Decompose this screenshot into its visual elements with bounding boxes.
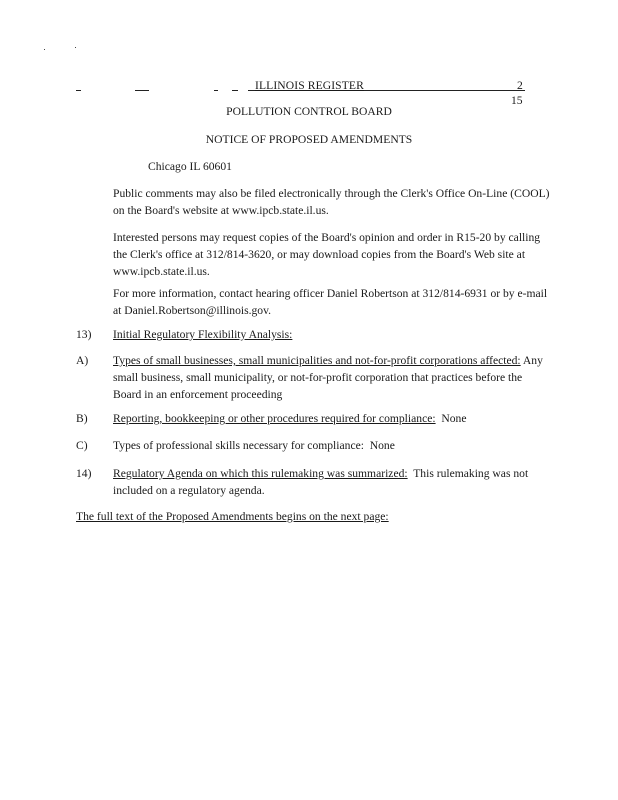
item-text: None bbox=[369, 439, 395, 452]
item-number: 13) bbox=[76, 328, 92, 341]
item-number: B) bbox=[76, 412, 88, 425]
item-body bbox=[113, 352, 553, 403]
item-text: This rulemaking was not included on a regulatory agenda. bbox=[113, 467, 529, 497]
header-rule-fragment bbox=[76, 90, 81, 91]
copies-paragraph: Interested persons may request copies of the Board's opinion and order in R15-20 by calling the Clerk's office at 312/814-3620, or may download copies from the Board's Web site at www.ipcb.state.il.us. bbox=[113, 231, 541, 278]
item-label: Types of professional skills necessary for compliance: bbox=[113, 439, 364, 452]
item-number: A) bbox=[76, 354, 89, 367]
item-body bbox=[113, 437, 553, 454]
scan-speck bbox=[75, 47, 76, 48]
item-body bbox=[113, 465, 553, 499]
address-city: Chicago IL 60601 bbox=[148, 160, 232, 173]
item-text: None bbox=[441, 412, 467, 425]
item-body bbox=[113, 326, 553, 343]
header-rule-fragment bbox=[135, 90, 149, 91]
item-label: Regulatory Agenda on which this rulemaking was summarized: bbox=[113, 467, 408, 480]
item-number: 14) bbox=[76, 467, 92, 480]
item-label: Initial Regulatory Flexibility Analysis: bbox=[113, 328, 293, 341]
closing-line: The full text of the Proposed Amendments begins on the next page: bbox=[76, 510, 389, 523]
register-title: ILLINOIS REGISTER bbox=[255, 79, 364, 92]
page-number: 2 bbox=[517, 79, 523, 92]
header-rule-fragment bbox=[214, 90, 218, 91]
agency-name: POLLUTION CONTROL BOARD bbox=[226, 105, 392, 118]
item-text: Any small business, small municipality, or not-for-profit corporation that practices before the Board in an enforcement proceeding bbox=[113, 354, 543, 401]
contact-paragraph: For more information, contact hearing officer Daniel Robertson at 312/814-6931 or by e-mail at Daniel.Robertson@illinois.gov. bbox=[113, 287, 548, 317]
scan-speck bbox=[44, 49, 45, 50]
notice-title: NOTICE OF PROPOSED AMENDMENTS bbox=[205, 133, 413, 146]
comments-paragraph: Public comments may also be filed electronically through the Clerk's Office On-Line (COOL) on the Board's website at www.ipcb.state.il.us. bbox=[113, 187, 550, 217]
item-number: C) bbox=[76, 439, 88, 452]
item-label: Reporting, bookkeeping or other procedures required for compliance: bbox=[113, 412, 436, 425]
item-label: Types of small businesses, small municipalities and not-for-profit corporations affected: bbox=[113, 354, 521, 367]
header-rule-fragment bbox=[232, 90, 238, 91]
item-body bbox=[113, 410, 553, 427]
volume-number: 15 bbox=[511, 94, 523, 107]
